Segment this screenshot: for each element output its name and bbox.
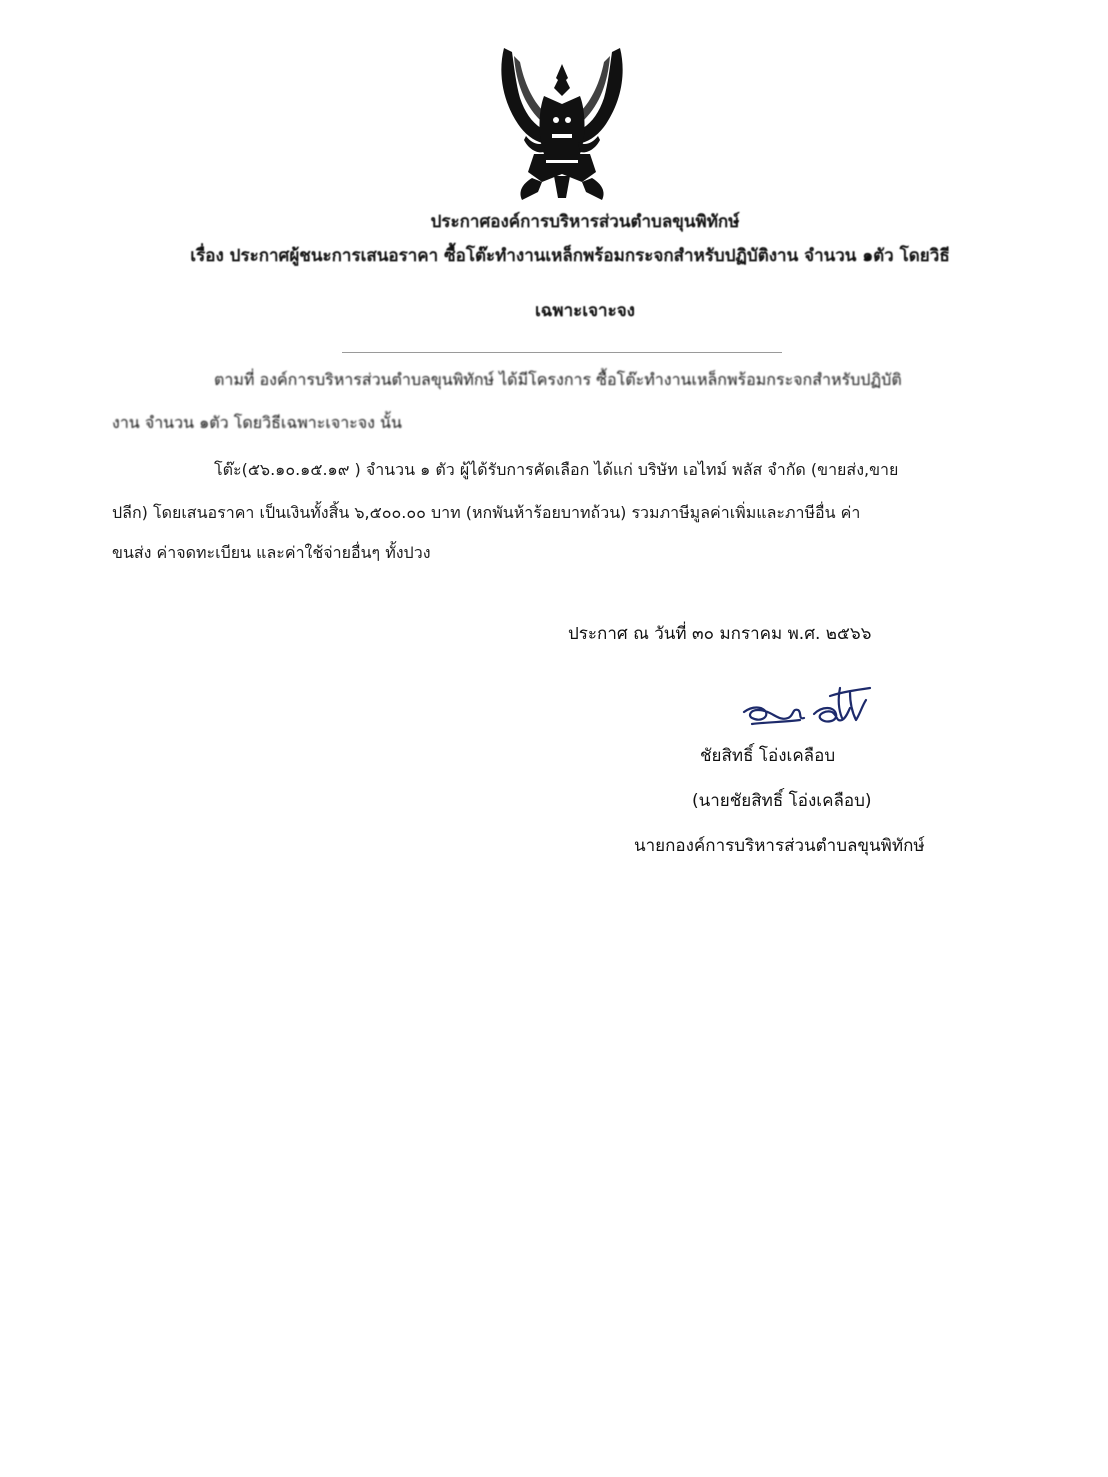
body-paragraph-1-line-1: ตามที่ องค์การบริหารส่วนตำบลขุนพิทักษ์ ได้มีโครงการ ซื้อโต๊ะทำงานเหล็กพร้อมกระจกสำหรับปฏิบัติ bbox=[214, 370, 902, 389]
body-paragraph-1-line-2: งาน จำนวน ๑ตัว โดยวิธีเฉพาะเจาะจง นั้น bbox=[112, 413, 402, 432]
signatory-position: นายกองค์การบริหารส่วนตำบลขุนพิทักษ์ bbox=[634, 836, 925, 856]
announcement-subject-line: เรื่อง ประกาศผู้ชนะการเสนอราคา ซื้อโต๊ะทำงานเหล็กพร้อมกระจกสำหรับปฏิบัติงาน จำนวน ๑ตัว โดยวิธี bbox=[190, 246, 950, 266]
handwritten-signature bbox=[738, 682, 878, 732]
signatory-full-name: (นายชัยสิทธิ์ โอ่งเคลือบ) bbox=[692, 791, 872, 811]
signatory-name: ชัยสิทธิ์ โอ่งเคลือบ bbox=[700, 746, 836, 766]
body-paragraph-2-line-1: โต๊ะ(๕๖.๑๐.๑๕.๑๙ ) จำนวน ๑ ตัว ผู้ได้รับการคัดเลือก ได้แก่ บริษัท เอไทม์ พลัส จำกัด (ขายส่ง,ขาย bbox=[214, 460, 899, 479]
announcement-organization-heading: ประกาศองค์การบริหารส่วนตำบลขุนพิทักษ์ bbox=[430, 212, 740, 232]
garuda-emblem-icon bbox=[496, 42, 628, 204]
body-paragraph-2-line-3: ขนส่ง ค่าจดทะเบียน และค่าใช้จ่ายอื่นๆ ทั้งปวง bbox=[112, 543, 431, 562]
announcement-date: ประกาศ ณ วันที่ ๓๐ มกราคม พ.ศ. ๒๕๖๖ bbox=[568, 624, 872, 644]
heading-divider bbox=[342, 352, 782, 353]
body-paragraph-2-line-2: ปลีก) โดยเสนอราคา เป็นเงินทั้งสิ้น ๖,๕๐๐.๐๐ บาท (หกพันห้าร้อยบาทถ้วน) รวมภาษีมูลค่าเพิ่มและภาษีอื่น ค่า bbox=[112, 503, 861, 522]
announcement-subject-line-continued: เฉพาะเจาะจง bbox=[535, 301, 635, 321]
